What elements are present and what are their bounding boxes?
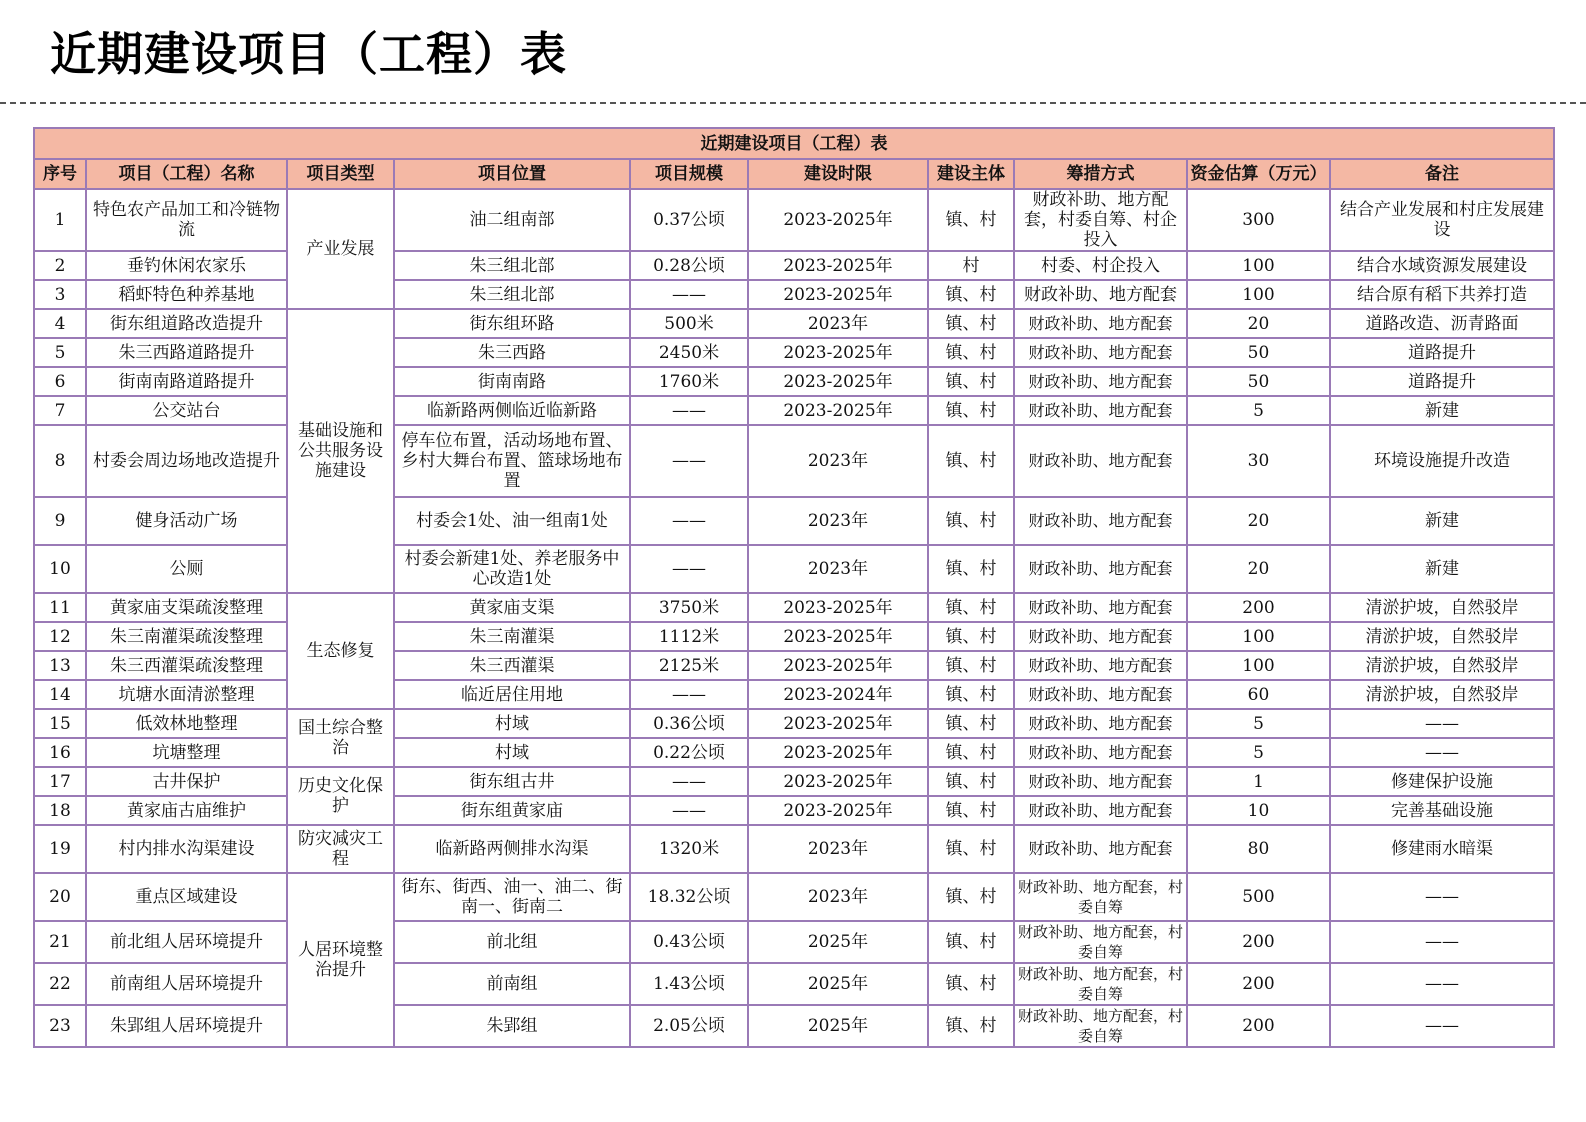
cell-location: 朱三西路 xyxy=(394,338,630,367)
col-header-name: 项目（工程）名称 xyxy=(86,159,287,189)
cell-period: 2025年 xyxy=(748,963,928,1005)
cell-subject: 镇、村 xyxy=(928,280,1014,309)
cell-period: 2023年 xyxy=(748,425,928,497)
cell-scale: —— xyxy=(630,425,748,497)
cell-scale: —— xyxy=(630,680,748,709)
cell-subject: 镇、村 xyxy=(928,680,1014,709)
cell-note: 新建 xyxy=(1330,497,1554,545)
cell-estimate: 80 xyxy=(1187,825,1330,873)
col-header-period: 建设时限 xyxy=(748,159,928,189)
cell-no: 8 xyxy=(34,425,86,497)
cell-period: 2023-2025年 xyxy=(748,593,928,622)
cell-period: 2023-2025年 xyxy=(748,651,928,680)
table-row xyxy=(34,497,1554,545)
cell-funding: 财政补助、地方配套，村委自筹、村企投入 xyxy=(1014,189,1187,251)
cell-name: 古井保护 xyxy=(86,767,287,796)
table-row xyxy=(34,309,1554,338)
cell-scale: 1.43公顷 xyxy=(630,963,748,1005)
cell-period: 2023-2025年 xyxy=(748,280,928,309)
cell-name: 垂钓休闲农家乐 xyxy=(86,251,287,280)
cell-no: 5 xyxy=(34,338,86,367)
cell-no: 21 xyxy=(34,921,86,963)
cell-location: 街东、街西、油一、油二、街南一、街南二 xyxy=(394,873,630,921)
cell-funding: 财政补助、地方配套 xyxy=(1014,367,1187,396)
cell-subject: 镇、村 xyxy=(928,425,1014,497)
cell-type: 人居环境整治提升 xyxy=(287,873,394,1047)
cell-period: 2023年 xyxy=(748,309,928,338)
cell-note: 结合原有稻下共养打造 xyxy=(1330,280,1554,309)
cell-name: 朱郢组人居环境提升 xyxy=(86,1005,287,1047)
cell-funding: 村委、村企投入 xyxy=(1014,251,1187,280)
cell-subject: 镇、村 xyxy=(928,921,1014,963)
cell-period: 2023-2025年 xyxy=(748,338,928,367)
cell-estimate: 50 xyxy=(1187,367,1330,396)
cell-location: 朱三组北部 xyxy=(394,280,630,309)
cell-scale: 2125米 xyxy=(630,651,748,680)
cell-subject: 镇、村 xyxy=(928,545,1014,593)
table-row xyxy=(34,367,1554,396)
cell-location: 临新路两侧排水沟渠 xyxy=(394,825,630,873)
table-row xyxy=(34,767,1554,796)
cell-funding: 财政补助、地方配套 xyxy=(1014,280,1187,309)
cell-note: 道路提升 xyxy=(1330,367,1554,396)
cell-note: —— xyxy=(1330,738,1554,767)
cell-period: 2023-2025年 xyxy=(748,796,928,825)
cell-estimate: 200 xyxy=(1187,1005,1330,1047)
cell-note: 环境设施提升改造 xyxy=(1330,425,1554,497)
cell-funding: 财政补助、地方配套 xyxy=(1014,680,1187,709)
cell-estimate: 50 xyxy=(1187,338,1330,367)
table-body xyxy=(34,189,1554,1047)
cell-location: 街南南路 xyxy=(394,367,630,396)
cell-location: 村委会1处、油一组南1处 xyxy=(394,497,630,545)
projects-table xyxy=(33,127,1555,1048)
cell-estimate: 200 xyxy=(1187,593,1330,622)
cell-estimate: 30 xyxy=(1187,425,1330,497)
cell-type: 历史文化保护 xyxy=(287,767,394,825)
cell-scale: 0.36公顷 xyxy=(630,709,748,738)
cell-location: 朱郢组 xyxy=(394,1005,630,1047)
cell-funding: 财政补助、地方配套 xyxy=(1014,593,1187,622)
cell-funding: 财政补助、地方配套 xyxy=(1014,767,1187,796)
cell-period: 2023年 xyxy=(748,545,928,593)
cell-note: 新建 xyxy=(1330,396,1554,425)
cell-location: 临新路两侧临近临新路 xyxy=(394,396,630,425)
cell-location: 村域 xyxy=(394,709,630,738)
cell-period: 2023-2025年 xyxy=(748,396,928,425)
cell-funding: 财政补助、地方配套，村委自筹 xyxy=(1014,1005,1187,1047)
cell-no: 9 xyxy=(34,497,86,545)
table-row xyxy=(34,738,1554,767)
cell-estimate: 200 xyxy=(1187,921,1330,963)
cell-name: 前南组人居环境提升 xyxy=(86,963,287,1005)
col-header-funding: 筹措方式 xyxy=(1014,159,1187,189)
cell-funding: 财政补助、地方配套，村委自筹 xyxy=(1014,921,1187,963)
cell-no: 3 xyxy=(34,280,86,309)
cell-estimate: 20 xyxy=(1187,309,1330,338)
table-row xyxy=(34,338,1554,367)
cell-estimate: 20 xyxy=(1187,545,1330,593)
cell-no: 20 xyxy=(34,873,86,921)
col-header-location: 项目位置 xyxy=(394,159,630,189)
cell-funding: 财政补助、地方配套 xyxy=(1014,396,1187,425)
cell-name: 朱三南灌渠疏浚整理 xyxy=(86,622,287,651)
table-row xyxy=(34,796,1554,825)
cell-estimate: 100 xyxy=(1187,622,1330,651)
cell-subject: 镇、村 xyxy=(928,497,1014,545)
cell-scale: 500米 xyxy=(630,309,748,338)
cell-estimate: 100 xyxy=(1187,251,1330,280)
table-header-row xyxy=(34,159,1554,189)
cell-funding: 财政补助、地方配套 xyxy=(1014,709,1187,738)
cell-location: 街东组古井 xyxy=(394,767,630,796)
cell-period: 2023年 xyxy=(748,825,928,873)
cell-note: 清淤护坡，自然驳岸 xyxy=(1330,680,1554,709)
table-row xyxy=(34,963,1554,1005)
table-row xyxy=(34,651,1554,680)
cell-scale: 0.22公顷 xyxy=(630,738,748,767)
cell-funding: 财政补助、地方配套 xyxy=(1014,309,1187,338)
cell-type: 产业发展 xyxy=(287,189,394,309)
cell-subject: 镇、村 xyxy=(928,367,1014,396)
cell-no: 10 xyxy=(34,545,86,593)
cell-estimate: 500 xyxy=(1187,873,1330,921)
table-row xyxy=(34,189,1554,251)
cell-note: 清淤护坡，自然驳岸 xyxy=(1330,622,1554,651)
cell-no: 11 xyxy=(34,593,86,622)
cell-scale: 2450米 xyxy=(630,338,748,367)
cell-no: 15 xyxy=(34,709,86,738)
cell-funding: 财政补助、地方配套，村委自筹 xyxy=(1014,873,1187,921)
cell-note: 修建雨水暗渠 xyxy=(1330,825,1554,873)
cell-subject: 镇、村 xyxy=(928,338,1014,367)
cell-no: 1 xyxy=(34,189,86,251)
cell-period: 2023年 xyxy=(748,497,928,545)
cell-note: 道路改造、沥青路面 xyxy=(1330,309,1554,338)
table-caption: 近期建设项目（工程）表 xyxy=(34,128,1554,159)
cell-name: 村内排水沟渠建设 xyxy=(86,825,287,873)
cell-funding: 财政补助、地方配套 xyxy=(1014,338,1187,367)
cell-period: 2023-2025年 xyxy=(748,738,928,767)
table-row xyxy=(34,680,1554,709)
cell-funding: 财政补助、地方配套 xyxy=(1014,425,1187,497)
cell-estimate: 100 xyxy=(1187,280,1330,309)
cell-note: —— xyxy=(1330,1005,1554,1047)
table-row xyxy=(34,1005,1554,1047)
cell-name: 公交站台 xyxy=(86,396,287,425)
cell-note: 修建保护设施 xyxy=(1330,767,1554,796)
cell-subject: 镇、村 xyxy=(928,651,1014,680)
cell-estimate: 100 xyxy=(1187,651,1330,680)
table-row xyxy=(34,921,1554,963)
cell-period: 2025年 xyxy=(748,921,928,963)
table-row xyxy=(34,545,1554,593)
cell-no: 12 xyxy=(34,622,86,651)
cell-note: 新建 xyxy=(1330,545,1554,593)
cell-estimate: 20 xyxy=(1187,497,1330,545)
cell-subject: 镇、村 xyxy=(928,873,1014,921)
cell-location: 停车位布置，活动场地布置、乡村大舞台布置、篮球场地布置 xyxy=(394,425,630,497)
cell-period: 2023-2024年 xyxy=(748,680,928,709)
cell-scale: 1112米 xyxy=(630,622,748,651)
table-row xyxy=(34,425,1554,497)
cell-no: 23 xyxy=(34,1005,86,1047)
cell-no: 2 xyxy=(34,251,86,280)
table-row xyxy=(34,622,1554,651)
cell-note: 结合水域资源发展建设 xyxy=(1330,251,1554,280)
cell-note: —— xyxy=(1330,963,1554,1005)
table-row xyxy=(34,825,1554,873)
cell-note: —— xyxy=(1330,921,1554,963)
title-divider xyxy=(0,102,1586,104)
cell-estimate: 60 xyxy=(1187,680,1330,709)
cell-estimate: 5 xyxy=(1187,396,1330,425)
cell-funding: 财政补助、地方配套 xyxy=(1014,825,1187,873)
cell-location: 村域 xyxy=(394,738,630,767)
cell-period: 2023-2025年 xyxy=(748,767,928,796)
cell-name: 重点区域建设 xyxy=(86,873,287,921)
cell-name: 坑塘水面清淤整理 xyxy=(86,680,287,709)
cell-location: 朱三南灌渠 xyxy=(394,622,630,651)
cell-estimate: 5 xyxy=(1187,738,1330,767)
cell-subject: 镇、村 xyxy=(928,622,1014,651)
cell-scale: 3750米 xyxy=(630,593,748,622)
cell-funding: 财政补助、地方配套 xyxy=(1014,738,1187,767)
cell-estimate: 10 xyxy=(1187,796,1330,825)
cell-period: 2023-2025年 xyxy=(748,709,928,738)
col-header-estimate: 资金估算（万元） xyxy=(1187,159,1330,189)
cell-no: 14 xyxy=(34,680,86,709)
cell-type: 国土综合整治 xyxy=(287,709,394,767)
cell-estimate: 1 xyxy=(1187,767,1330,796)
cell-funding: 财政补助、地方配套 xyxy=(1014,796,1187,825)
cell-scale: —— xyxy=(630,767,748,796)
cell-note: 清淤护坡，自然驳岸 xyxy=(1330,593,1554,622)
cell-name: 黄家庙支渠疏浚整理 xyxy=(86,593,287,622)
cell-note: 清淤护坡，自然驳岸 xyxy=(1330,651,1554,680)
cell-no: 13 xyxy=(34,651,86,680)
cell-subject: 村 xyxy=(928,251,1014,280)
cell-name: 低效林地整理 xyxy=(86,709,287,738)
cell-note: 结合产业发展和村庄发展建设 xyxy=(1330,189,1554,251)
cell-estimate: 5 xyxy=(1187,709,1330,738)
cell-period: 2023-2025年 xyxy=(748,189,928,251)
page-title: 近期建设项目（工程）表 xyxy=(50,27,567,81)
cell-scale: 0.37公顷 xyxy=(630,189,748,251)
cell-scale: 1760米 xyxy=(630,367,748,396)
cell-name: 街南南路道路提升 xyxy=(86,367,287,396)
cell-location: 朱三组北部 xyxy=(394,251,630,280)
cell-scale: —— xyxy=(630,280,748,309)
cell-location: 油二组南部 xyxy=(394,189,630,251)
col-header-no: 序号 xyxy=(34,159,86,189)
col-header-note: 备注 xyxy=(1330,159,1554,189)
cell-location: 临近居住用地 xyxy=(394,680,630,709)
cell-funding: 财政补助、地方配套 xyxy=(1014,545,1187,593)
cell-name: 前北组人居环境提升 xyxy=(86,921,287,963)
cell-name: 坑塘整理 xyxy=(86,738,287,767)
cell-no: 18 xyxy=(34,796,86,825)
cell-no: 19 xyxy=(34,825,86,873)
cell-note: —— xyxy=(1330,873,1554,921)
cell-funding: 财政补助、地方配套 xyxy=(1014,651,1187,680)
cell-scale: —— xyxy=(630,497,748,545)
cell-subject: 镇、村 xyxy=(928,796,1014,825)
cell-period: 2023-2025年 xyxy=(748,622,928,651)
cell-period: 2023-2025年 xyxy=(748,251,928,280)
cell-no: 22 xyxy=(34,963,86,1005)
cell-scale: 2.05公顷 xyxy=(630,1005,748,1047)
cell-name: 健身活动广场 xyxy=(86,497,287,545)
cell-name: 朱三西灌渠疏浚整理 xyxy=(86,651,287,680)
cell-location: 朱三西灌渠 xyxy=(394,651,630,680)
table-row xyxy=(34,280,1554,309)
cell-estimate: 200 xyxy=(1187,963,1330,1005)
cell-subject: 镇、村 xyxy=(928,738,1014,767)
cell-period: 2023-2025年 xyxy=(748,367,928,396)
cell-period: 2023年 xyxy=(748,873,928,921)
cell-location: 村委会新建1处、养老服务中心改造1处 xyxy=(394,545,630,593)
cell-location: 黄家庙支渠 xyxy=(394,593,630,622)
cell-type: 防灾减灾工程 xyxy=(287,825,394,873)
cell-no: 6 xyxy=(34,367,86,396)
cell-location: 前北组 xyxy=(394,921,630,963)
cell-funding: 财政补助、地方配套 xyxy=(1014,622,1187,651)
cell-subject: 镇、村 xyxy=(928,593,1014,622)
cell-funding: 财政补助、地方配套，村委自筹 xyxy=(1014,963,1187,1005)
cell-note: 完善基础设施 xyxy=(1330,796,1554,825)
cell-name: 稻虾特色种养基地 xyxy=(86,280,287,309)
col-header-type: 项目类型 xyxy=(287,159,394,189)
cell-subject: 镇、村 xyxy=(928,309,1014,338)
cell-no: 16 xyxy=(34,738,86,767)
cell-subject: 镇、村 xyxy=(928,963,1014,1005)
cell-name: 朱三西路道路提升 xyxy=(86,338,287,367)
cell-scale: —— xyxy=(630,396,748,425)
cell-scale: —— xyxy=(630,796,748,825)
cell-no: 17 xyxy=(34,767,86,796)
cell-subject: 镇、村 xyxy=(928,825,1014,873)
cell-location: 街东组环路 xyxy=(394,309,630,338)
cell-location: 街东组黄家庙 xyxy=(394,796,630,825)
cell-scale: 18.32公顷 xyxy=(630,873,748,921)
cell-scale: 0.43公顷 xyxy=(630,921,748,963)
cell-period: 2025年 xyxy=(748,1005,928,1047)
table-row xyxy=(34,396,1554,425)
cell-name: 黄家庙古庙维护 xyxy=(86,796,287,825)
col-header-subject: 建设主体 xyxy=(928,159,1014,189)
table-row xyxy=(34,709,1554,738)
cell-name: 公厕 xyxy=(86,545,287,593)
cell-subject: 镇、村 xyxy=(928,189,1014,251)
cell-name: 街东组道路改造提升 xyxy=(86,309,287,338)
table-row xyxy=(34,593,1554,622)
cell-note: 道路提升 xyxy=(1330,338,1554,367)
cell-name: 特色农产品加工和冷链物流 xyxy=(86,189,287,251)
cell-type: 生态修复 xyxy=(287,593,394,709)
cell-subject: 镇、村 xyxy=(928,767,1014,796)
cell-subject: 镇、村 xyxy=(928,1005,1014,1047)
col-header-scale: 项目规模 xyxy=(630,159,748,189)
cell-subject: 镇、村 xyxy=(928,396,1014,425)
cell-scale: —— xyxy=(630,545,748,593)
cell-scale: 1320米 xyxy=(630,825,748,873)
cell-funding: 财政补助、地方配套 xyxy=(1014,497,1187,545)
cell-note: —— xyxy=(1330,709,1554,738)
cell-type: 基础设施和公共服务设施建设 xyxy=(287,309,394,593)
cell-no: 4 xyxy=(34,309,86,338)
table-row xyxy=(34,251,1554,280)
cell-no: 7 xyxy=(34,396,86,425)
cell-location: 前南组 xyxy=(394,963,630,1005)
cell-scale: 0.28公顷 xyxy=(630,251,748,280)
cell-subject: 镇、村 xyxy=(928,709,1014,738)
cell-estimate: 300 xyxy=(1187,189,1330,251)
cell-name: 村委会周边场地改造提升 xyxy=(86,425,287,497)
table-row xyxy=(34,873,1554,921)
